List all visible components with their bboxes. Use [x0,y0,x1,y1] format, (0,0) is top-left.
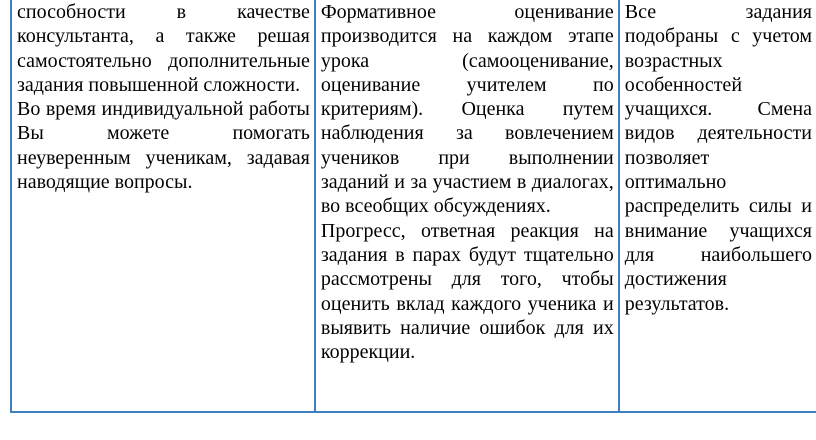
table-cell-differentiation [11,0,315,412]
table-cell-health-safety [619,0,816,412]
document-table [10,0,816,413]
table-row [11,0,816,412]
cell-paragraph: Все задания подобраны с учетом возрастных особенностей учащихся. Смена видов деятельности позволяет оптимально распределить силы и внимание учащихся для наибольшего достижения результатов. [624,1,812,315]
cell-paragraph: Прогресс, ответная реакция на задания в парах будут тщательно рассмотрены для того, чтобы оценить вклад каждого ученика и выявить наличие ошибок для их коррекции. [320,219,614,364]
cell-paragraph: способности в качестве консультанта, а также решая самостоятельно дополнительные задания повышенной сложности. [17,1,310,96]
table-cell-assessment [315,0,619,412]
cell-paragraph: Во время индивидуальной работы Вы можете помогать неуверенным ученикам, задавая наводящие вопросы. [17,98,310,194]
cell-paragraph: Формативное оценивание производится на каждом этапе урока (самооценивание, оценивание учителем по критериям). Оценка путем наблюдения за вовлечением учеников при выполнении заданий и за участием в диалогах, во всеобщих обсуждениях. [320,1,614,218]
